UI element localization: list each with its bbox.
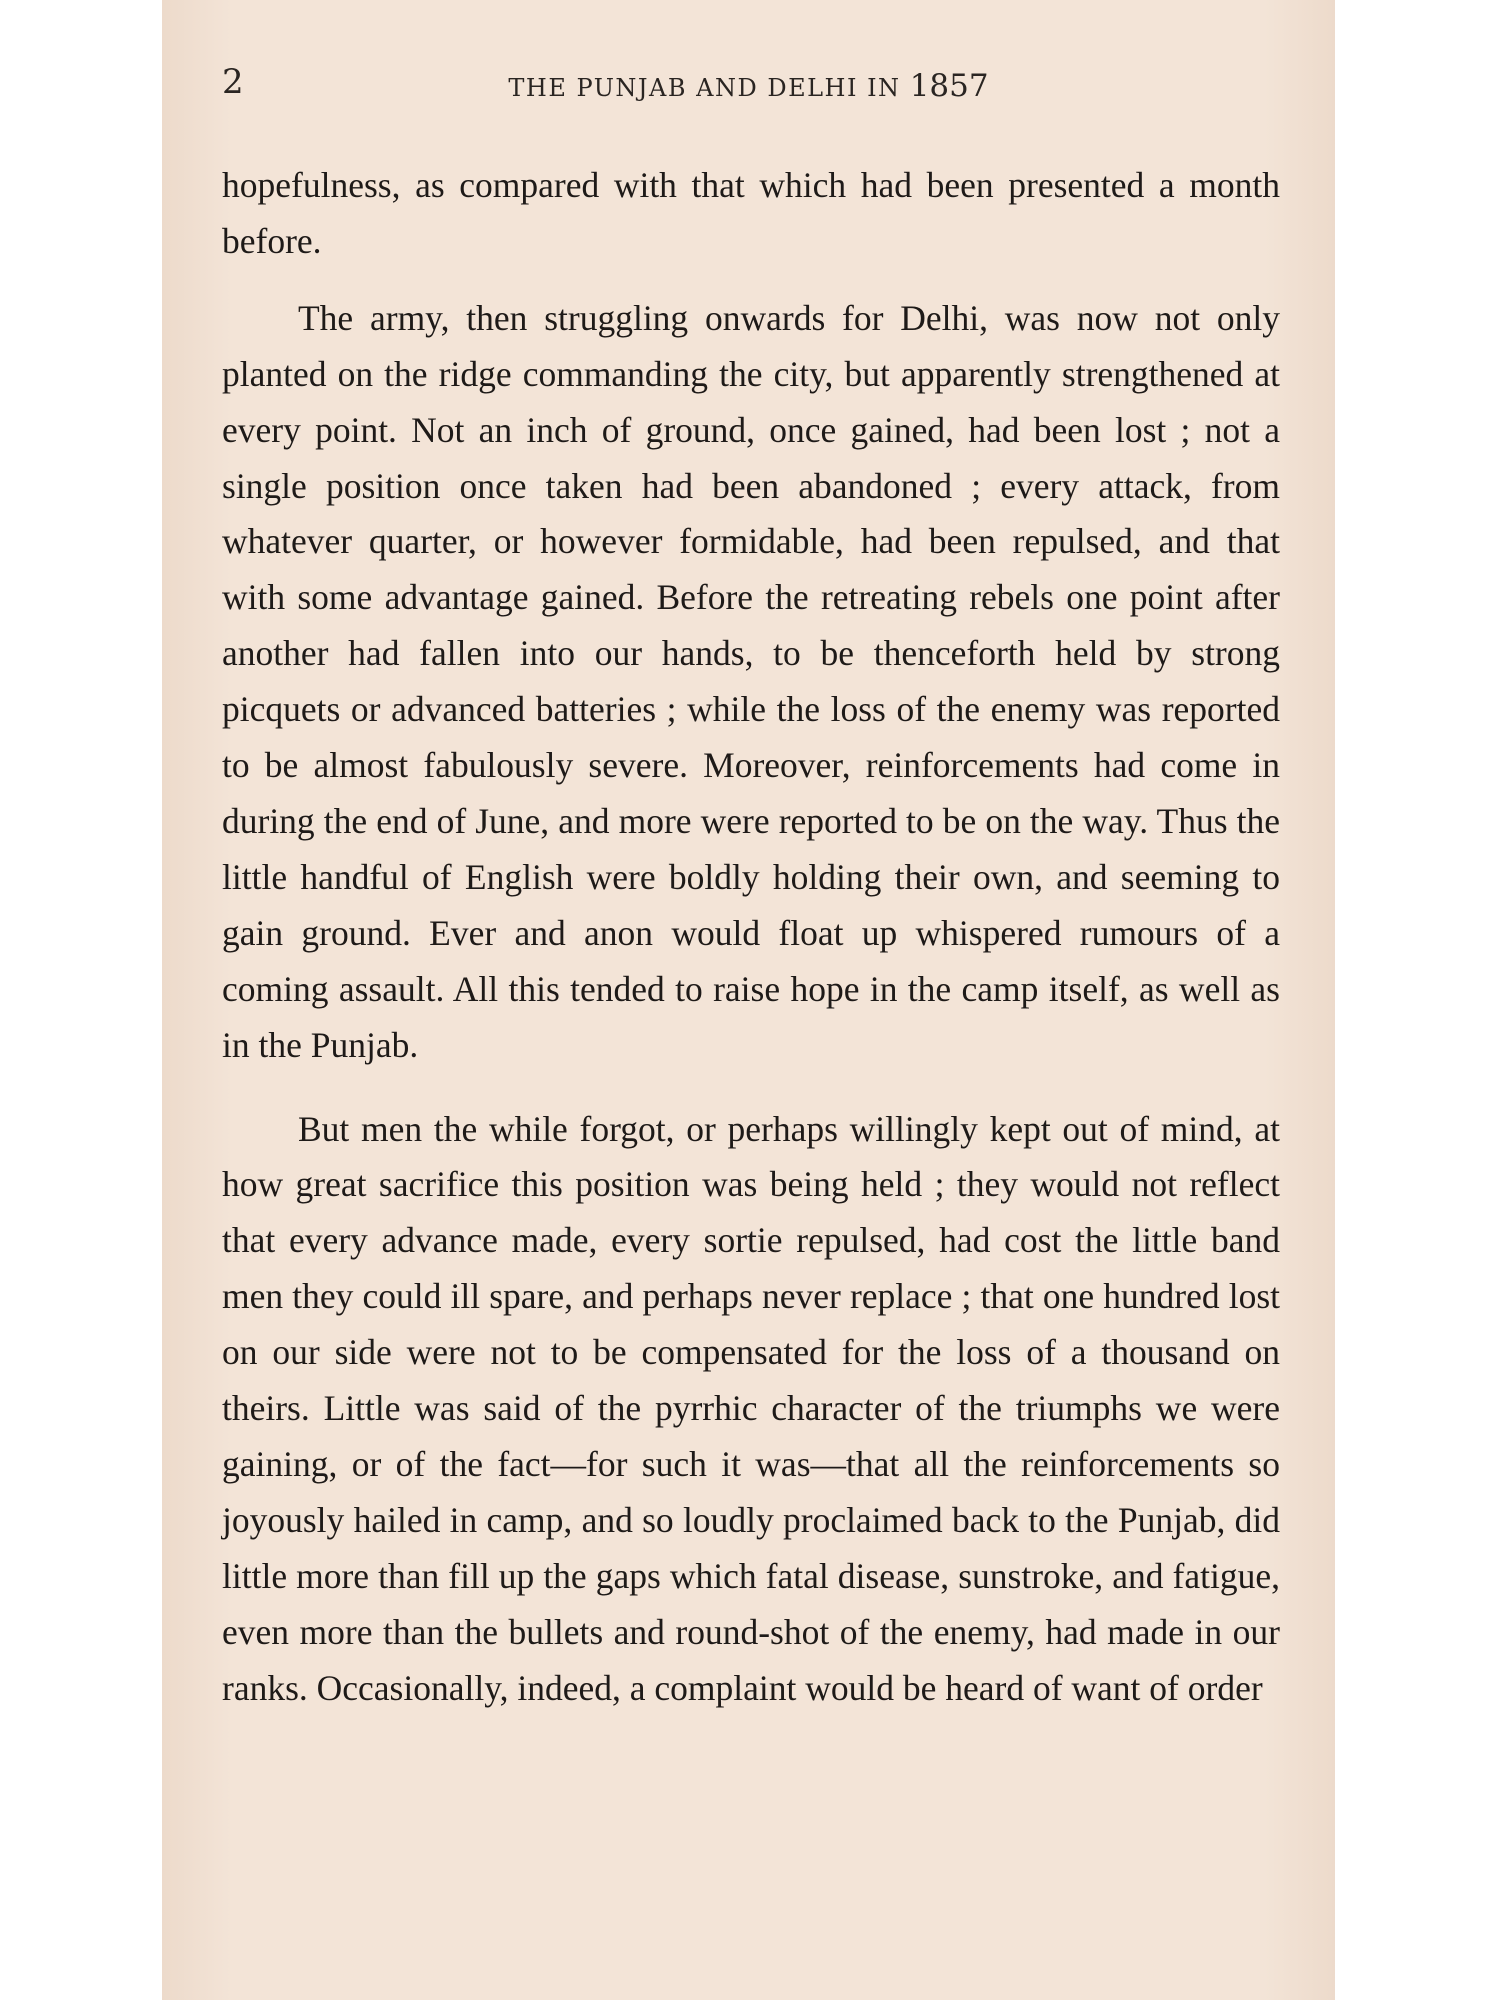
body-text xyxy=(222,158,1280,1716)
paragraph-continued: hopefulness, as compared with that which had been presented a month before. xyxy=(222,165,1280,261)
page-number: 2 xyxy=(222,62,244,102)
running-title xyxy=(222,68,1275,104)
page-header xyxy=(222,62,1275,102)
paragraph: The army, then struggling onwards for Delhi, was now not only planted on the ridge commanding the city, but apparently strengthened at every point. Not an inch of ground, once gained, had been lost ; not a single position once taken had been abandoned ; every attack, from whatever quarter, or however formidable, had been repulsed, and that with some advantage gained. Before the retreating rebels one point after another had fallen into our hands, to be thenceforth held by strong picquets or advanced batteries ; while the loss of the enemy was reported to be almost fabulously severe. Moreover, reinforcements had come in during the end of June, and more were reported to be on the way. Thus the little handful of English were boldly holding their own, and seeming to gain ground. Ever and anon would float up whispered rumours of a coming assault. All this tended to raise hope in the camp itself, as well as in the Punjab. xyxy=(222,297,1280,1065)
running-title-text: THE PUNJAB AND DELHI IN xyxy=(508,74,901,102)
book-page xyxy=(162,0,1335,2000)
paragraph: But men the while forgot, or perhaps willingly kept out of mind, at how great sacrifice this position was being held ; they would not reflect that every advance made, every sortie repulsed, had cost the little band men they could ill spare, and perhaps never replace ; that one hundred lost on our side were not to be compensated for the loss of a thousand on theirs. Little was said of the pyrrhic character of the triumphs we were gaining, or of the fact—for such it was—that all the reinforcements so joyously hailed in camp, and so loudly proclaimed back to the Punjab, did little more than fill up the gaps which fatal disease, sunstroke, and fatigue, even more than the bullets and round-shot of the enemy, had made in our ranks. Occasionally, indeed, a complaint would be heard of want of order xyxy=(222,1108,1280,1708)
running-title-year: 1857 xyxy=(909,68,989,104)
